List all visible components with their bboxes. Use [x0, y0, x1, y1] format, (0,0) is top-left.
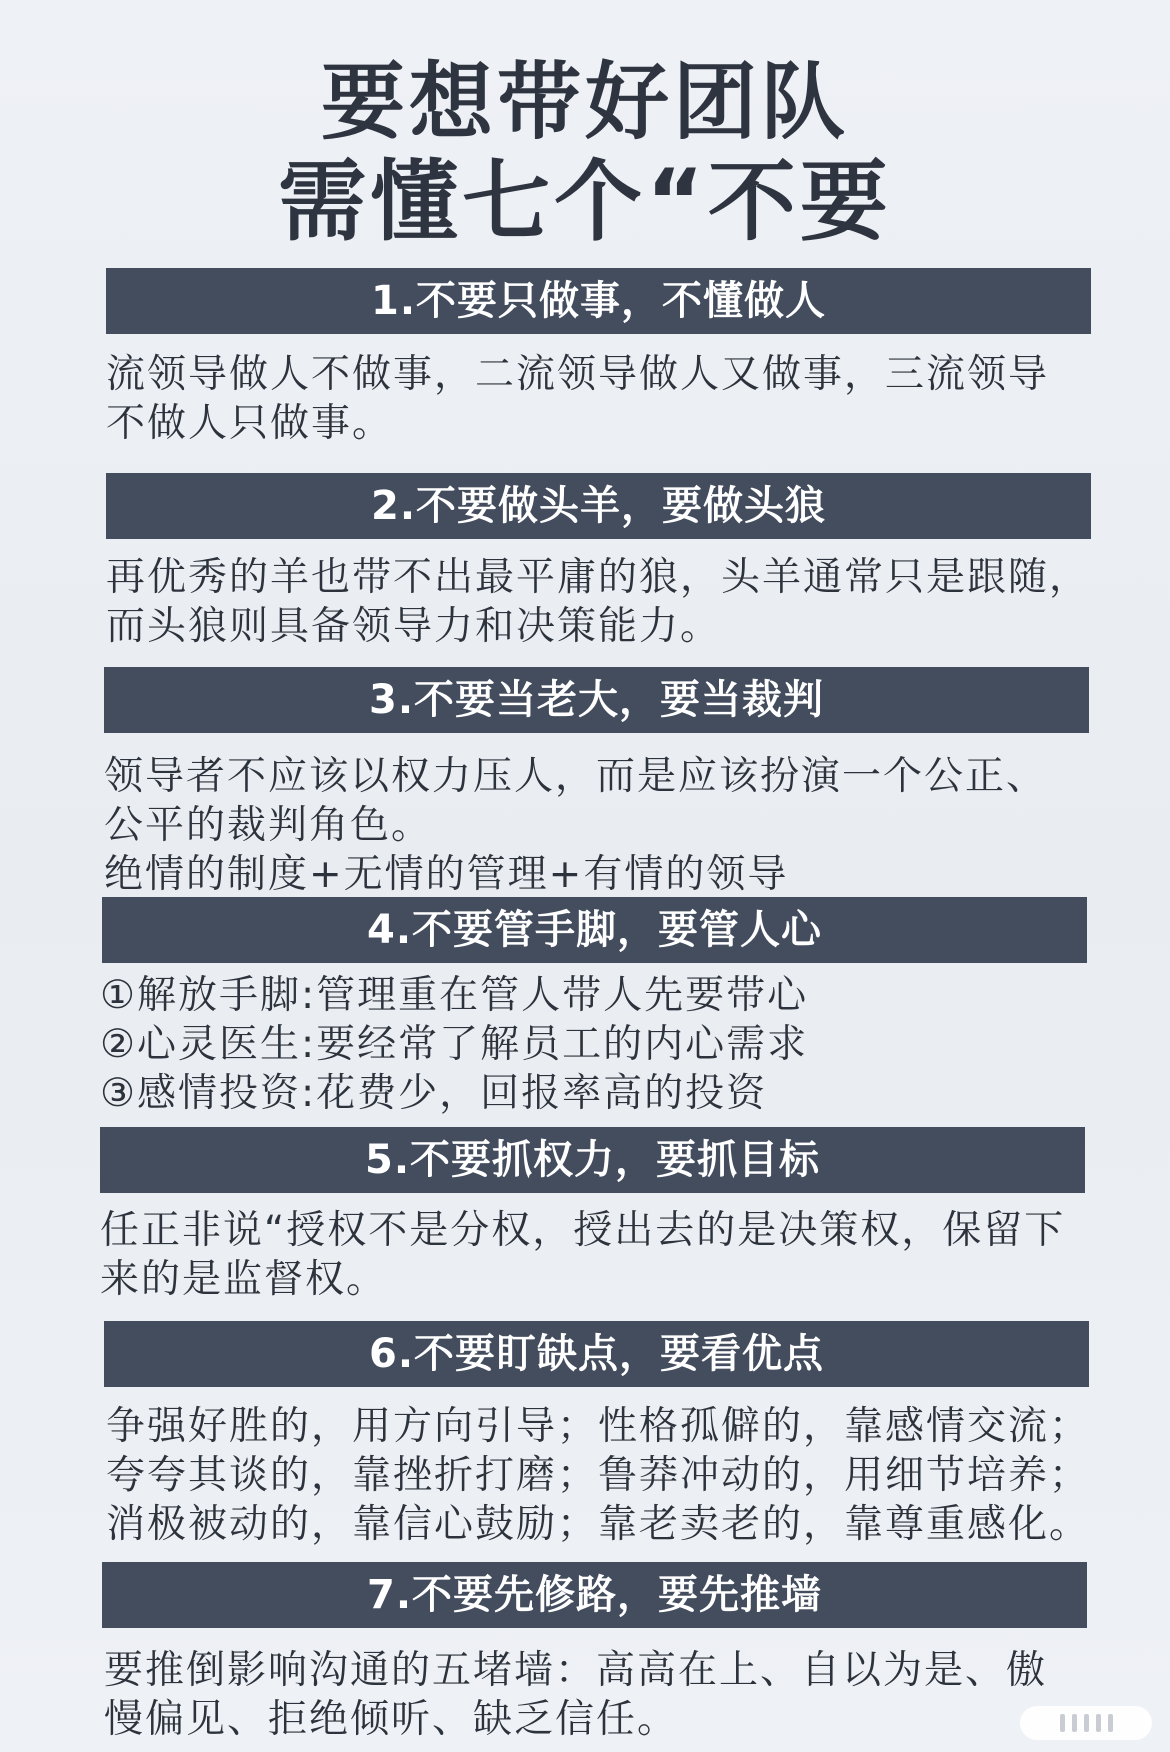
section-4-body: [100, 971, 808, 1118]
section-7-heading: 7.不要先修路，要先推墙: [102, 1562, 1087, 1628]
watermark-bar-icon: [1096, 1714, 1101, 1732]
section-5-line-2: 来的是监督权。: [100, 1257, 388, 1302]
section-6-line-2: 夸夸其谈的，靠挫折打磨；鲁莽冲动的，用细节培养；: [106, 1453, 1091, 1498]
watermark-bar-icon: [1084, 1714, 1089, 1732]
watermark-bar-icon: [1072, 1714, 1077, 1732]
section-6-line-1: 争强好胜的，用方向引导；性格孤僻的，靠感情交流；: [106, 1404, 1091, 1449]
section-5-heading: 5.不要抓权力，要抓目标: [100, 1127, 1085, 1193]
section-4-line-1: ①解放手脚:管理重在管人带人先要带心: [100, 973, 809, 1018]
section-1-line-1: 流领导做人不做事，二流领导做人又做事，三流领导: [106, 352, 1050, 397]
section-3-line-2: 公平的裁判角色。: [104, 803, 433, 848]
watermark-bar-icon: [1108, 1714, 1113, 1732]
section-2-body: [106, 553, 1090, 651]
platform-watermark: [1020, 1706, 1152, 1740]
section-2-line-2: 而头狼则具备领导力和决策能力。: [106, 604, 722, 649]
section-3-heading: 3.不要当老大，要当裁判: [104, 667, 1089, 733]
section-6-heading: 6.不要盯缺点，要看优点: [104, 1321, 1089, 1387]
section-3-line-3: 绝情的制度+无情的管理+有情的领导: [104, 852, 789, 897]
section-3-body: [104, 752, 1047, 899]
section-1-heading: 1.不要只做事，不懂做人: [106, 268, 1091, 334]
section-5-line-1: 任正非说“授权不是分权，授出去的是决策权，保留下: [100, 1208, 1066, 1253]
section-4-line-3: ③感情投资:花费少，回报率高的投资: [100, 1071, 768, 1116]
watermark-bar-icon: [1060, 1714, 1065, 1732]
section-1-body: [106, 350, 1049, 448]
section-6-line-3: 消极被动的，靠信心鼓励；靠老卖老的，靠尊重感化。: [106, 1502, 1091, 1547]
section-1-line-2: 不做人只做事。: [106, 401, 394, 446]
section-3-line-1: 领导者不应该以权力压人，而是应该扮演一个公正、: [104, 754, 1048, 799]
section-4-heading: 4.不要管手脚，要管人心: [102, 897, 1087, 963]
section-2-line-1: 再优秀的羊也带不出最平庸的狼，头羊通常只是跟随，: [106, 555, 1091, 600]
section-6-body: [106, 1402, 1090, 1549]
title-line-1: 要想带好团队: [320, 53, 849, 151]
section-7-line-1: 要推倒影响沟通的五堵墙：高高在上、自以为是、傲: [104, 1648, 1048, 1693]
section-7-line-2: 慢偏见、拒绝倾听、缺乏信任。: [104, 1697, 679, 1742]
title-line-2: 需懂七个“不要: [278, 150, 892, 253]
section-4-line-2: ②心灵医生:要经常了解员工的内心需求: [100, 1022, 809, 1067]
section-7-body: [104, 1646, 1047, 1744]
section-2-heading: 2.不要做头羊，要做头狼: [106, 473, 1091, 539]
section-5-body: [100, 1206, 1065, 1304]
